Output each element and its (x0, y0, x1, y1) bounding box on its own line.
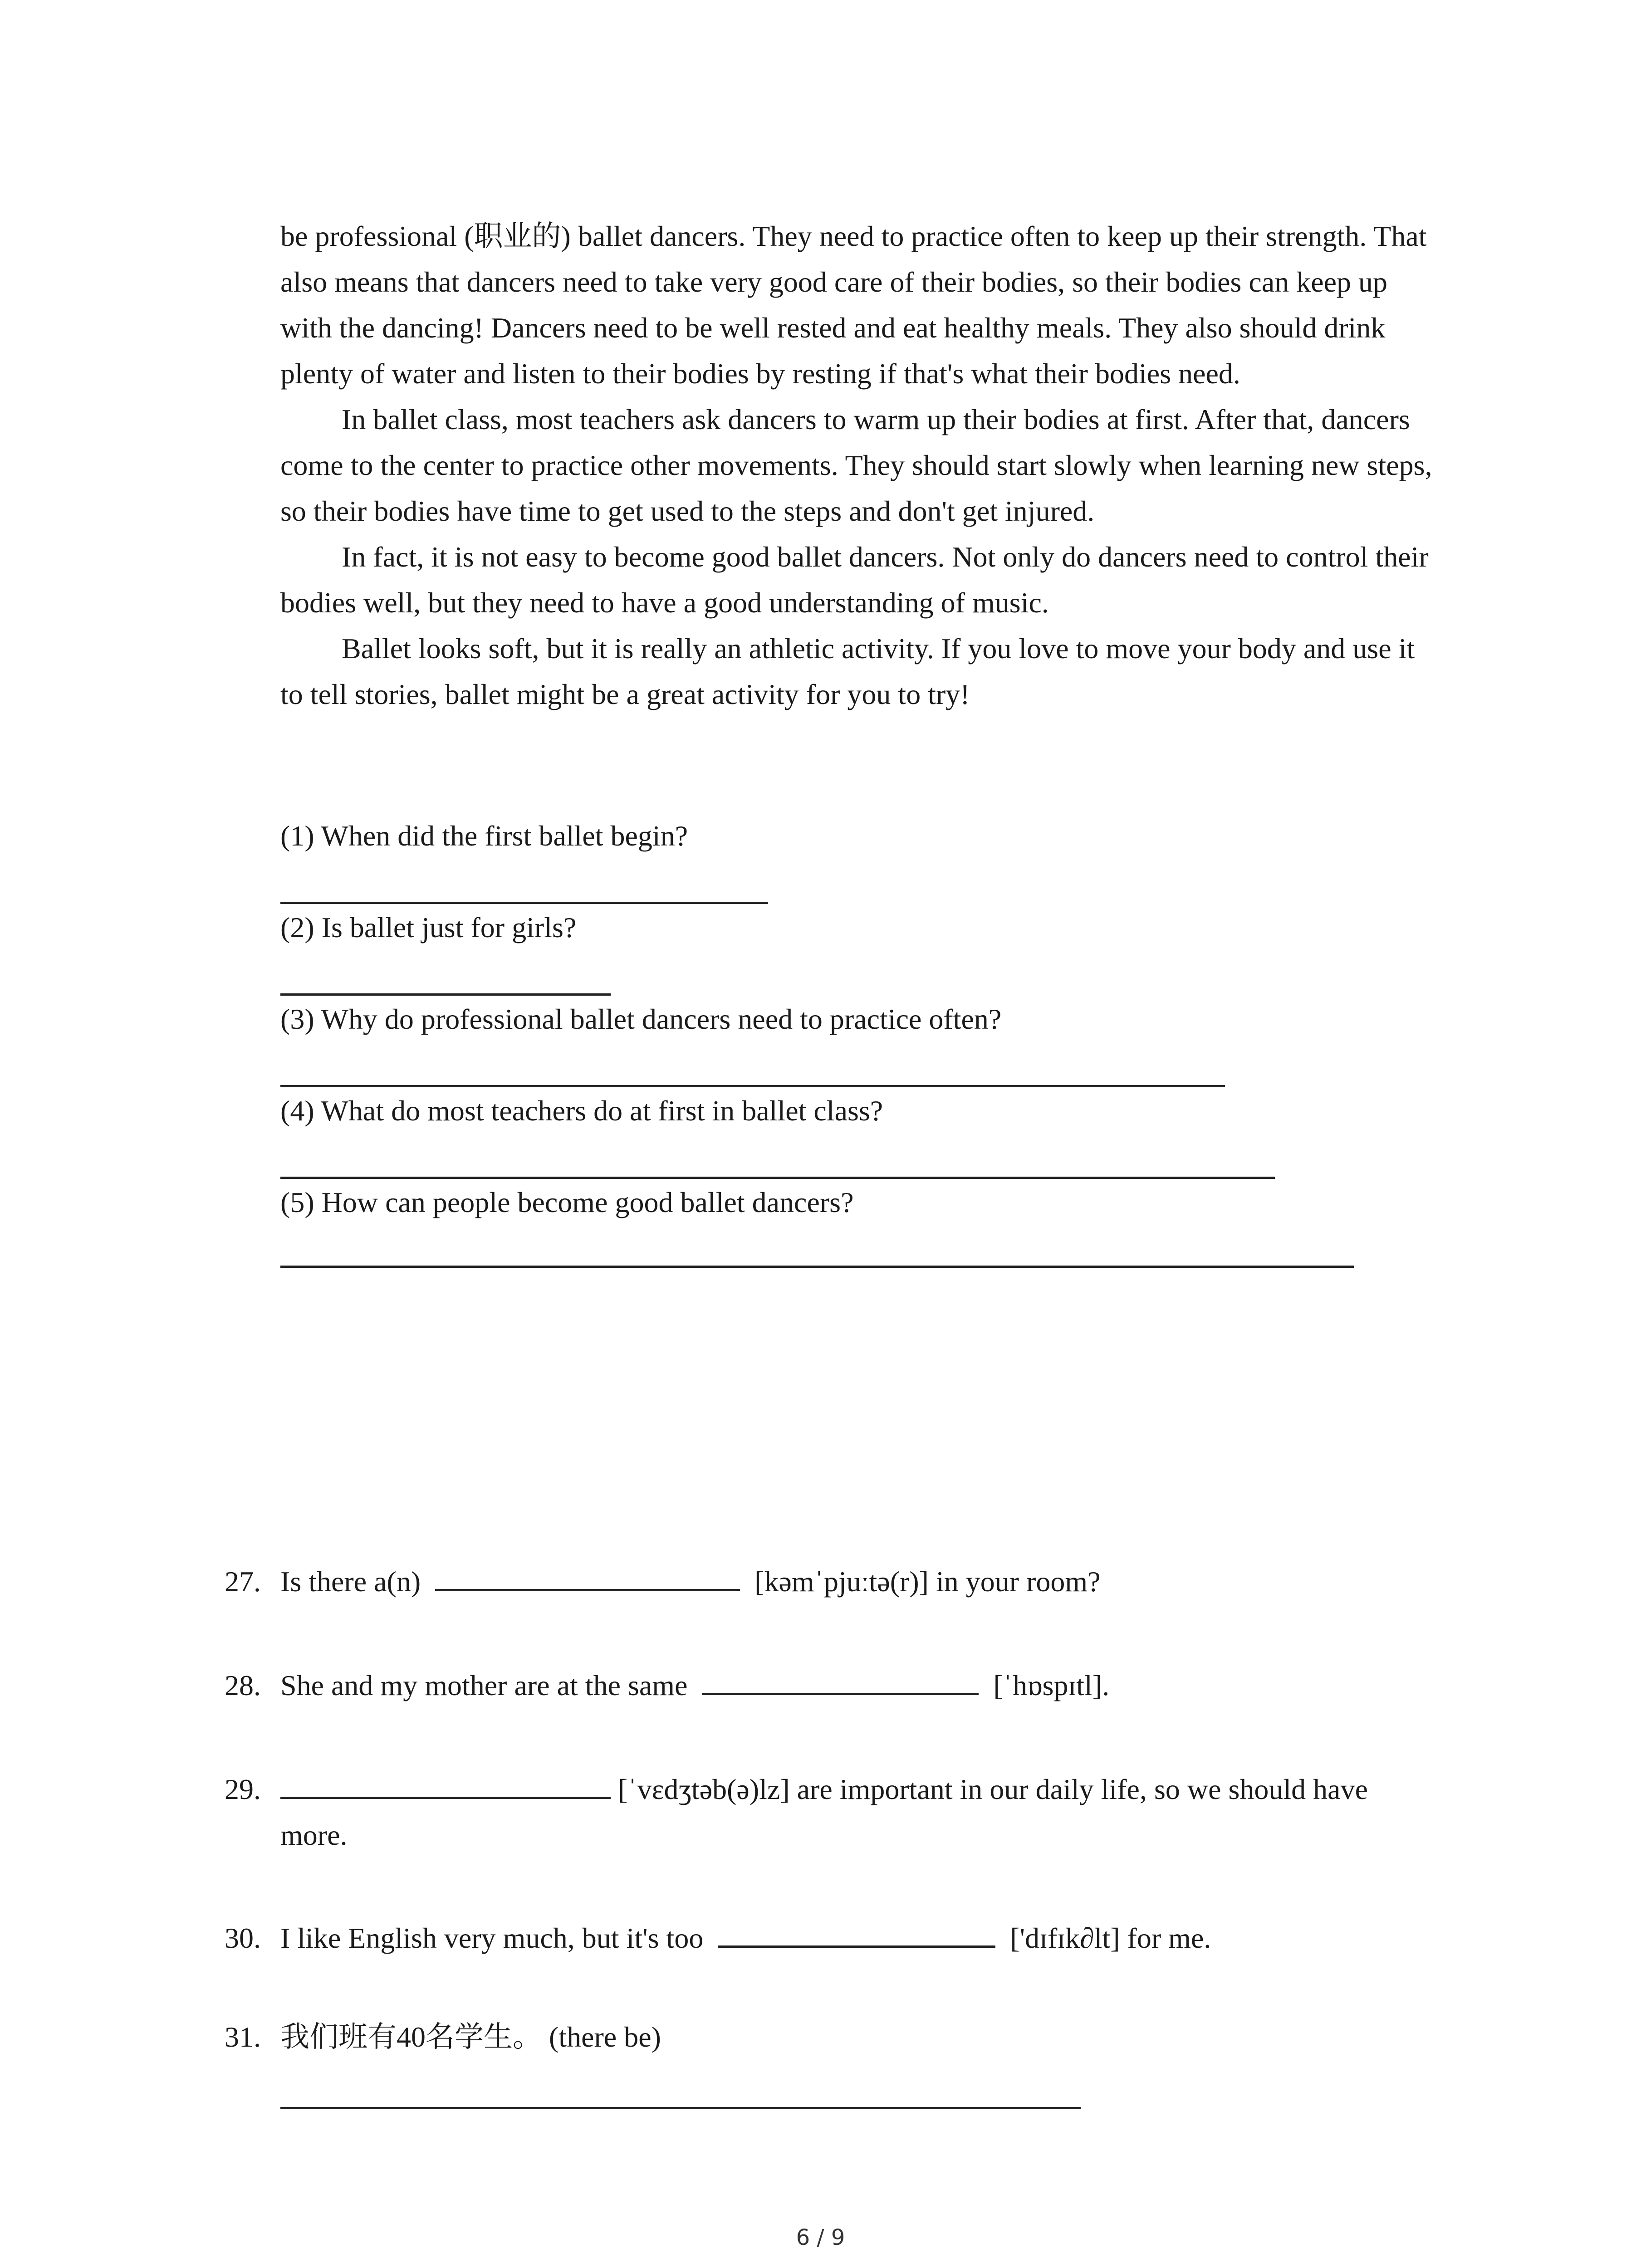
question-text: (3) Why do professional ballet dancers need to practice often? (280, 1003, 1002, 1035)
phonetic-hint: ['dɪfɪk∂lt] for me. (1010, 1922, 1211, 1954)
exercise-number: 30. (225, 1922, 261, 1954)
exercise-number: 29. (225, 1773, 261, 1805)
answer-line[interactable] (280, 2107, 1081, 2109)
question-text: (1) When did the first ballet begin? (280, 820, 688, 852)
answer-line[interactable] (280, 902, 768, 904)
exercise-30 (225, 1915, 1450, 1961)
answer-line[interactable] (280, 1177, 1275, 1179)
exercise-body (280, 2014, 1446, 2060)
phonetic-hint: [ˈhɒspɪtl]. (993, 1669, 1110, 1701)
exercise-28 (225, 1662, 1450, 1708)
passage-paragraph-3: In fact, it is not easy to become good ballet dancers. Not only do dancers need to control their bodies well, but they need to have a good understanding of music. (280, 541, 1429, 619)
fill-blank[interactable] (718, 1919, 995, 1948)
exercise-text: 我们班有40名学生。 (there be) (280, 2021, 661, 2053)
passage-paragraph-1: be professional (职业的) ballet dancers. They need to practice often to keep up their strength. That also means that dancers need to take very good care of their bodies, so their bodies can keep up with the dancing! Dancers need to be well rested and eat healthy meals. They also should drink plenty of water and listen to their bodies by resting if that's what their bodies need. (280, 220, 1427, 390)
question-text: (4) What do most teachers do at first in ballet class? (280, 1095, 883, 1127)
answer-line[interactable] (280, 1266, 1354, 1268)
exercise-body (280, 1766, 1446, 1858)
passage-paragraph-2: In ballet class, most teachers ask dancers to warm up their bodies at first. After that, dancers come to the center to practice other movements. They should start slowly when learning new steps, so their bodies have time to get used to the steps and don't get injured. (280, 403, 1432, 527)
question-item (280, 813, 1460, 904)
fill-blank[interactable] (435, 1563, 740, 1591)
exercise-29 (225, 1766, 1450, 1858)
question-item (280, 996, 1460, 1088)
phonetic-hint: [ˈvɛdʒtəb(ə)lz] are important in our daily life, so we should have (618, 1773, 1368, 1805)
exercise-body (280, 1559, 1446, 1604)
exercise-31 (225, 2014, 1450, 2060)
exercise-number: 31. (225, 2021, 261, 2053)
answer-line[interactable] (280, 993, 611, 996)
question-item (280, 904, 1460, 996)
exercise-text: I like English very much, but it's too (280, 1922, 704, 1954)
exercise-27 (225, 1559, 1450, 1604)
passage-paragraph-4: Ballet looks soft, but it is really an athletic activity. If you love to move your body and use it to tell stories, ballet might be a great activity for you to try! (280, 632, 1415, 710)
question-item (280, 1179, 1460, 1271)
exercise-number: 28. (225, 1669, 261, 1701)
fill-blank[interactable] (702, 1667, 979, 1695)
question-text: (2) Is ballet just for girls? (280, 911, 577, 943)
exercise-number: 27. (225, 1565, 261, 1598)
exercise-text: more. (280, 1819, 348, 1851)
comprehension-questions (280, 813, 1460, 1271)
exercise-body (280, 1662, 1446, 1708)
exercise-text: She and my mother are at the same (280, 1669, 688, 1701)
fill-blank[interactable] (280, 1770, 611, 1799)
question-item (280, 1088, 1460, 1179)
answer-line[interactable] (280, 1085, 1225, 1087)
question-text: (5) How can people become good ballet dancers? (280, 1186, 854, 1218)
page-number: 6 / 9 (796, 2225, 845, 2250)
reading-passage (280, 213, 1442, 717)
exercise-text: Is there a(n) (280, 1565, 421, 1598)
phonetic-hint: [kəmˈpjuːtə(r)] in your room? (754, 1565, 1101, 1598)
exercise-body (280, 1915, 1446, 1961)
